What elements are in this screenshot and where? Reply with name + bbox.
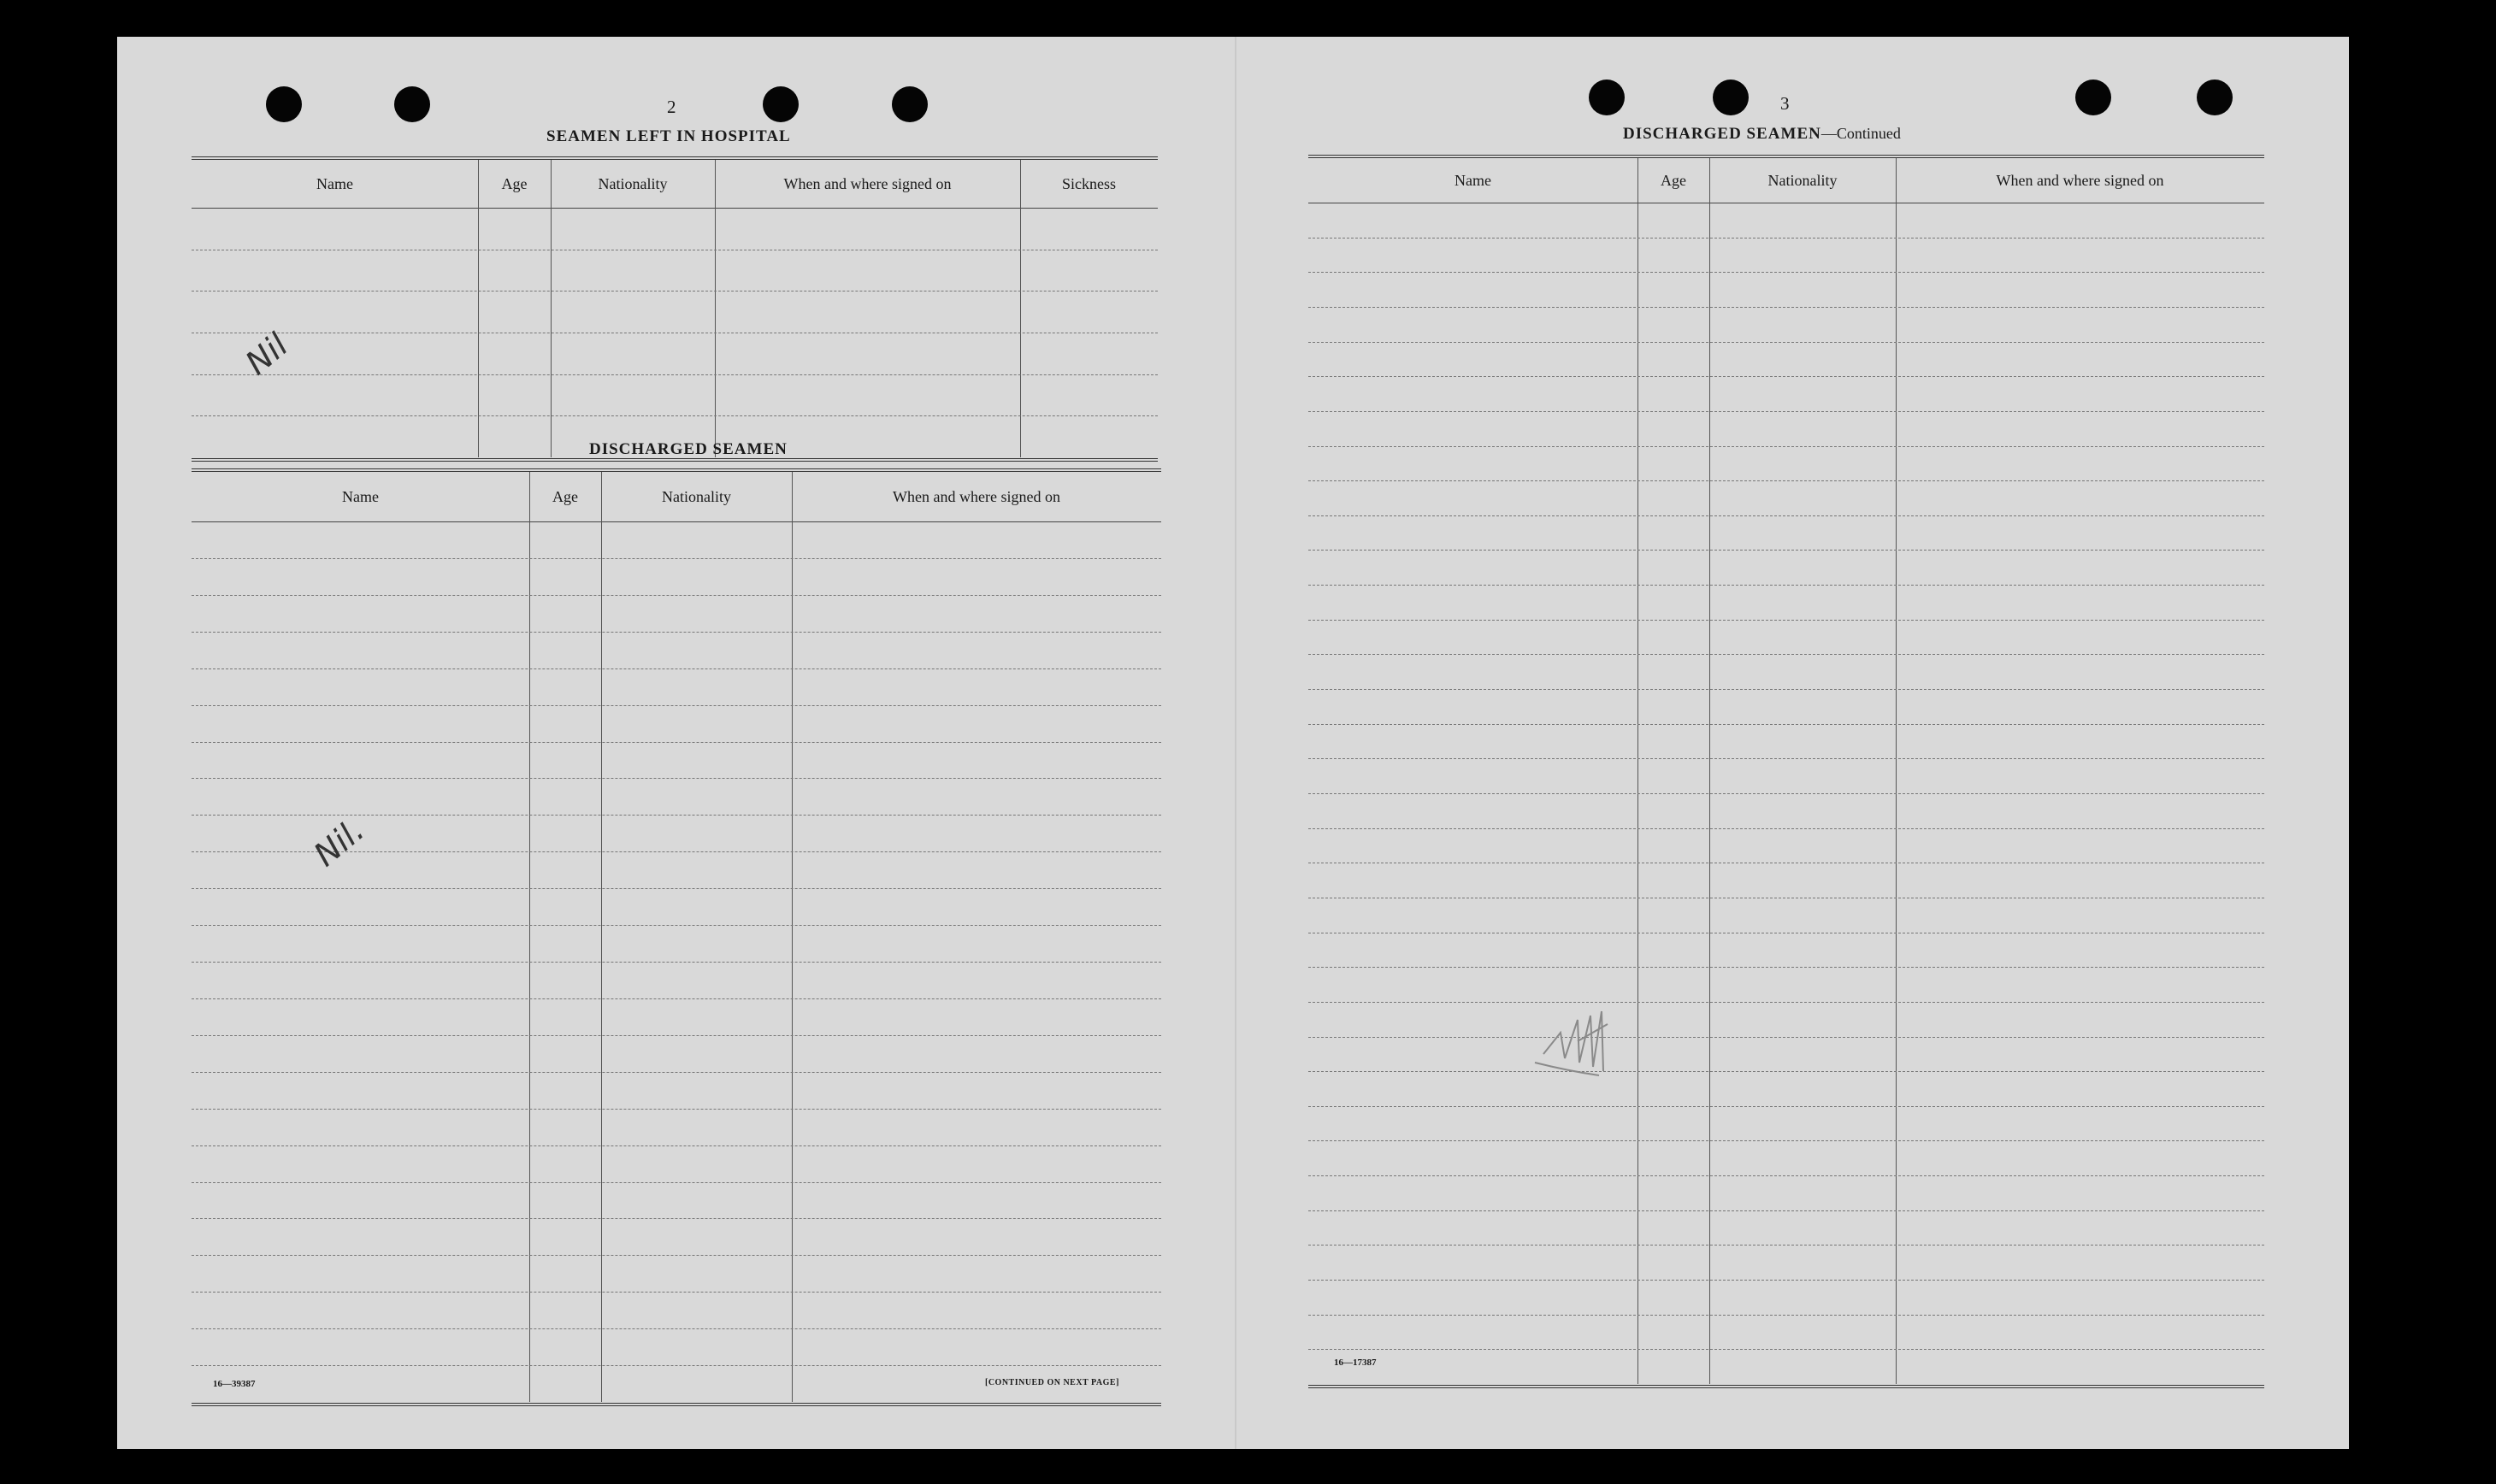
table-row (192, 668, 1161, 669)
column-header-nationality: Nationality (598, 174, 668, 192)
table-row (1308, 550, 2264, 551)
handwritten-nil: Nil. (306, 810, 372, 874)
column-header-name: Name (1455, 171, 1491, 189)
table-row (192, 1182, 1161, 1183)
table-row (192, 632, 1161, 633)
table-row (192, 1109, 1161, 1110)
table-row (1308, 793, 2264, 794)
table-row (192, 815, 1161, 816)
table-row (1308, 967, 2264, 968)
section-title-suffix: —Continued (1820, 125, 1901, 142)
table-row (1308, 1175, 2264, 1176)
table-row (1308, 1106, 2264, 1107)
table-row (192, 1292, 1161, 1293)
form-code: 16—39387 (213, 1379, 256, 1389)
table-row (192, 778, 1161, 779)
table-row (1308, 342, 2264, 343)
table-row (1308, 1280, 2264, 1281)
left-page (117, 37, 1236, 1449)
column-header-sickness: Sickness (1062, 174, 1116, 192)
table-row (192, 1072, 1161, 1073)
table-row (1308, 411, 2264, 412)
handwritten-nil: Nil (238, 326, 295, 382)
table-row (192, 1328, 1161, 1329)
discharged-continued-rows (1308, 203, 2264, 1384)
table-row (192, 998, 1161, 999)
hospital-table-rows (192, 208, 1158, 457)
table-row (1308, 724, 2264, 725)
column-header-nationality: Nationality (1767, 171, 1838, 189)
table-row (1308, 689, 2264, 690)
table-row (192, 1035, 1161, 1036)
table-row (1308, 828, 2264, 829)
hospital-table-header (192, 160, 1158, 209)
section-title (1623, 125, 1901, 144)
column-header-age: Age (501, 174, 528, 192)
column-header-age: Age (1661, 171, 1686, 189)
table-row (192, 1145, 1161, 1146)
page-number: 3 (1780, 93, 1790, 114)
table-row (1308, 1037, 2264, 1038)
table-row (1308, 585, 2264, 586)
table-row (1308, 1071, 2264, 1072)
discharged-table-header (192, 472, 1161, 522)
section-title-main: DISCHARGED SEAMEN (1623, 125, 1821, 143)
punch-hole (2197, 80, 2233, 115)
table-row (192, 888, 1161, 889)
table-row (192, 595, 1161, 596)
table-row (192, 742, 1161, 743)
punch-hole (892, 86, 928, 122)
form-code: 16—17387 (1334, 1357, 1377, 1368)
table-row (1308, 446, 2264, 447)
table-row (1308, 480, 2264, 481)
table-row (1308, 1245, 2264, 1246)
table-row (192, 374, 1158, 375)
table-row (192, 705, 1161, 706)
form-sheet (117, 37, 2349, 1449)
hospital-table (192, 156, 1158, 457)
table-row (192, 415, 1158, 416)
column-header-when-where: When and where signed on (783, 174, 952, 192)
table-row (1308, 1210, 2264, 1211)
table-row (1308, 620, 2264, 621)
table-row (1308, 654, 2264, 655)
discharged-table (192, 468, 1161, 1402)
column-header-age: Age (552, 487, 578, 505)
table-row (1308, 1349, 2264, 1350)
table-row (1308, 376, 2264, 377)
punch-hole (1589, 80, 1625, 115)
continued-note: [CONTINUED ON NEXT PAGE] (985, 1378, 1119, 1387)
column-header-when-where: When and where signed on (1996, 171, 2164, 189)
punch-hole (266, 86, 302, 122)
table-row (1308, 1002, 2264, 1003)
discharged-table-rows (192, 521, 1161, 1402)
discharged-continued-table (1308, 155, 2264, 1384)
table-row (192, 962, 1161, 963)
punch-hole (2075, 80, 2111, 115)
discharged-continued-header (1308, 158, 2264, 203)
column-header-name: Name (342, 487, 379, 505)
table-row (192, 291, 1158, 292)
pencil-scribble (1526, 973, 1629, 1092)
right-page (1236, 37, 2349, 1449)
table-row (1308, 272, 2264, 273)
table-row (1308, 758, 2264, 759)
hospital-section-title: SEAMEN LEFT IN HOSPITAL (546, 127, 791, 145)
punch-hole (763, 86, 799, 122)
table-row (192, 1365, 1161, 1366)
page-number: 2 (667, 97, 676, 117)
punch-hole (1713, 80, 1749, 115)
discharged-section-title: DISCHARGED SEAMEN (589, 440, 788, 458)
punch-hole (394, 86, 430, 122)
table-row (192, 558, 1161, 559)
table-row (192, 1255, 1161, 1256)
table-row (1308, 307, 2264, 308)
column-header-name: Name (316, 174, 353, 192)
table-row (1308, 1140, 2264, 1141)
table-row (1308, 1315, 2264, 1316)
table-row (192, 925, 1161, 926)
table-row (1308, 515, 2264, 516)
column-header-when-where: When and where signed on (893, 487, 1060, 505)
column-header-nationality: Nationality (662, 487, 731, 505)
table-row (192, 1218, 1161, 1219)
